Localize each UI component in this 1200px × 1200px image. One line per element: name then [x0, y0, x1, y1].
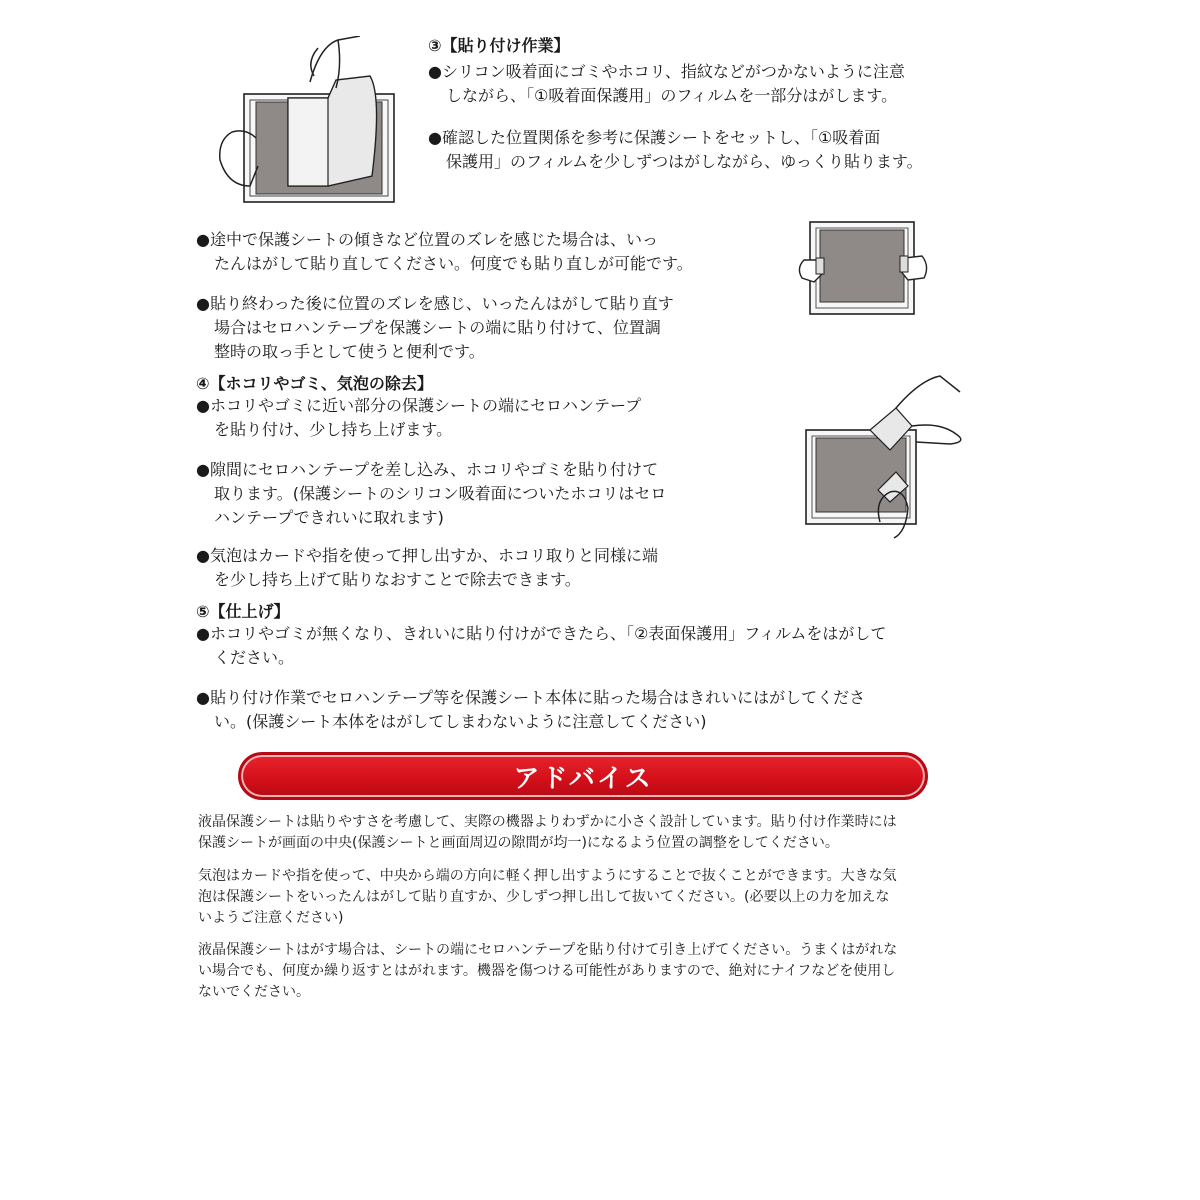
section4-bullet-2 — [196, 458, 666, 530]
advice-line: 液晶保護シートはがす場合は、シートの端にセロハンテープを貼り付けて引き上げてください。うまくはがれな — [198, 942, 898, 958]
bullet-line: ●貼り付け作業でセロハンテープ等を保護シート本体に貼った場合はきれいにはがしてくださ — [196, 688, 866, 707]
section3-bullet-2 — [428, 126, 923, 174]
section3-heading: ③【貼り付け作業】 — [428, 36, 570, 55]
bullet-line: ください。 — [214, 648, 295, 667]
bullet-line: を少し持ち上げて貼りなおすことで除去できます。 — [214, 570, 581, 589]
advice-line: 気泡はカードや指を使って、中央から端の方向に軽く押し出すようにすることで抜くことができます。大きな気 — [198, 868, 897, 884]
bullet-line: ●確認した位置関係を参考に保護シートをセットし、「①吸着面 — [428, 128, 881, 147]
advice-line: ないでください。 — [198, 984, 310, 1000]
bullet-line: ●途中で保護シートの傾きなど位置のズレを感じた場合は、いっ — [196, 230, 658, 249]
section3-bullet-3 — [196, 228, 693, 276]
bullet-line: ●隙間にセロハンテープを差し込み、ホコリやゴミを貼り付けて — [196, 460, 659, 479]
bullet-line: 整時の取っ手として使うと便利です。 — [214, 342, 485, 361]
bullet-line: ●ホコリやゴミに近い部分の保護シートの端にセロハンテープ — [196, 396, 642, 415]
dust-removal-illustration — [800, 372, 970, 542]
advice-line: い場合でも、何度か繰り返すとはがれます。機器を傷つける可能性がありますので、絶対にナイフなどを使用し — [198, 963, 896, 979]
bullet-line: 保護用」のフィルムを少しずつはがしながら、ゆっくり貼ります。 — [446, 152, 923, 171]
section4-bullet-3 — [196, 544, 658, 592]
advice-line: 液晶保護シートは貼りやすさを考慮して、実際の機器よりわずかに小さく設計しています。貼り付け作業時には — [198, 814, 897, 830]
advice-line: 保護シートが画面の中央(保護シートと画面周辺の隙間が均一)になるよう位置の調整をしてください。 — [198, 835, 839, 851]
peel-film-illustration — [210, 36, 400, 208]
bullet-line: たんはがして貼り直してください。何度でも貼り直しが可能です。 — [214, 254, 693, 273]
bullet-line: しながら、「①吸着面保護用」のフィルムを一部分はがします。 — [446, 86, 898, 105]
advice-paragraph-1 — [198, 812, 897, 854]
advice-paragraph-3 — [198, 940, 897, 1003]
advice-line: 泡は保護シートをいったんはがして貼り直すか、少しずつ押し出して抜いてください。(必要以上の力を加えな — [198, 889, 890, 905]
section5-heading: ⑤【仕上げ】 — [196, 602, 290, 621]
bullet-line: 取ります。(保護シートのシリコン吸着面についたホコリはセロ — [214, 484, 667, 503]
bullet-line: を貼り付け、少し持ち上げます。 — [214, 420, 453, 439]
bullet-line: ●貼り終わった後に位置のズレを感じ、いったんはがして貼り直す — [196, 294, 674, 313]
advice-title: アドバイス — [513, 763, 653, 794]
section3-bullet-1 — [428, 60, 905, 108]
section5-bullet-1 — [196, 622, 886, 670]
section5-bullet-2 — [196, 686, 865, 734]
bullet-line: ●気泡はカードや指を使って押し出すか、ホコリ取りと同様に端 — [196, 546, 658, 565]
section3-bullet-4 — [196, 292, 674, 364]
section4-heading: ④【ホコリやゴミ、気泡の除去】 — [196, 374, 433, 393]
bullet-line: ●シリコン吸着面にゴミやホコリ、指紋などがつかないように注意 — [428, 62, 905, 81]
bullet-line: 場合はセロハンテープを保護シートの端に貼り付けて、位置調 — [214, 318, 661, 337]
advice-line: いようご注意ください) — [198, 910, 344, 926]
section4-bullet-1 — [196, 394, 641, 442]
advice-paragraph-2 — [198, 866, 897, 929]
bullet-line: い。(保護シート本体をはがしてしまわないように注意してください) — [214, 712, 707, 731]
bullet-line: ハンテープできれいに取れます) — [214, 508, 444, 527]
advice-banner — [238, 752, 928, 800]
bullet-line: ●ホコリやゴミが無くなり、きれいに貼り付けができたら、「②表面保護用」フィルムをはがして — [196, 624, 887, 643]
adjust-sheet-illustration — [796, 216, 930, 316]
